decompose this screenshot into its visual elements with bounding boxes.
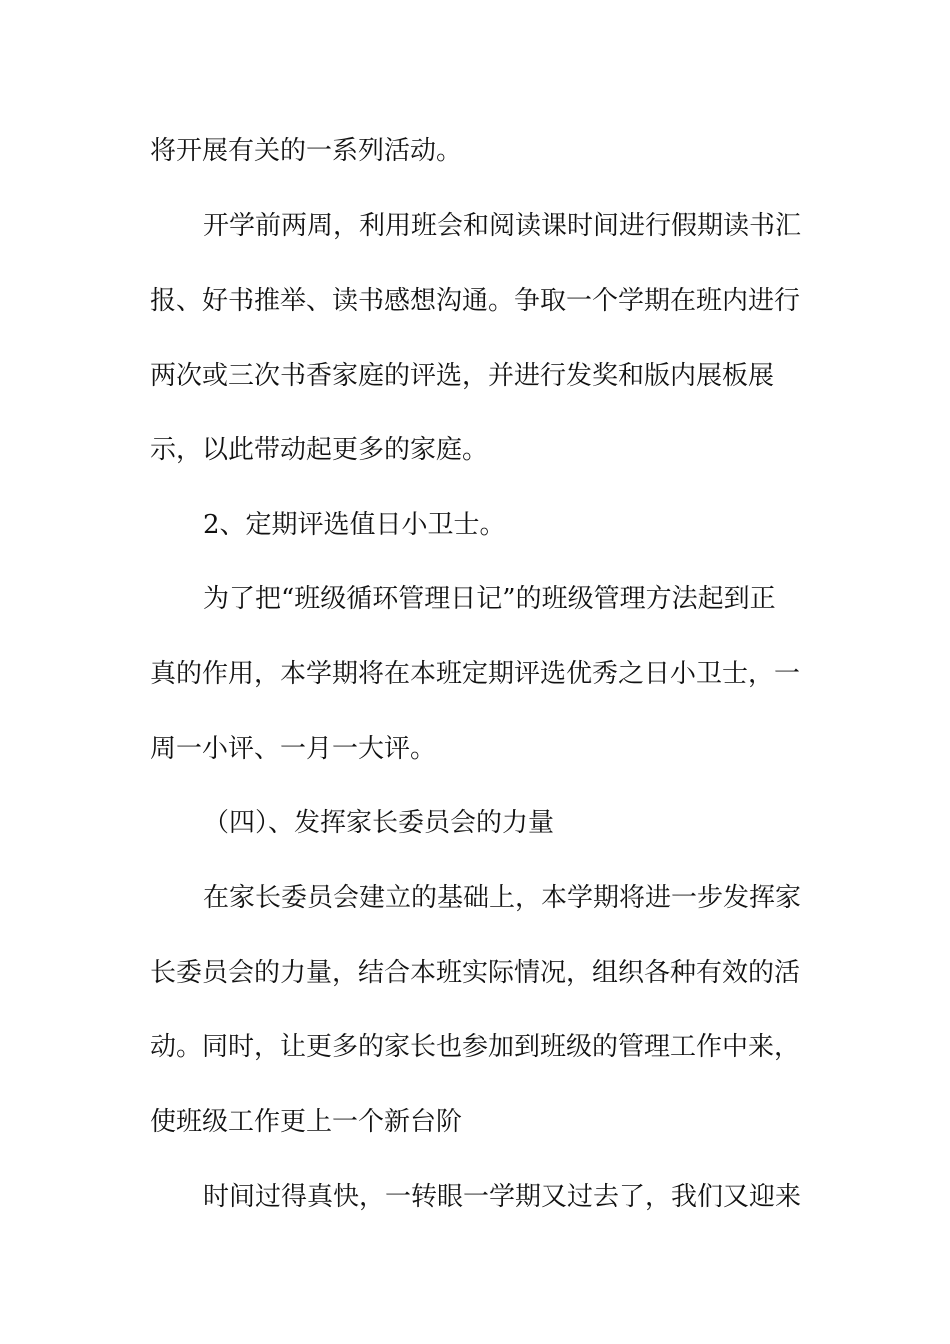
text-line: 报、好书推举、读书感想沟通。争取一个学期在班内进行 bbox=[150, 286, 801, 316]
section-heading: （四）、发挥家长委员会的力量 bbox=[203, 808, 555, 838]
text-line: 示，以此带动起更多的家庭。 bbox=[150, 435, 489, 465]
text-line: 真的作用，本学期将在本班定期评选优秀之日小卫士，一 bbox=[150, 659, 801, 689]
text-line: 使班级工作更上一个新台阶 bbox=[150, 1107, 463, 1137]
text-line: 将开展有关的一系列活动。 bbox=[150, 136, 463, 166]
section-heading: 2、定期评选值日小卫士。 bbox=[203, 510, 506, 540]
text-line: 两次或三次书香家庭的评选，并进行发奖和版内展板展 bbox=[150, 361, 775, 391]
paragraph-first-line: 开学前两周，利用班会和阅读课时间进行假期读书汇 bbox=[203, 211, 802, 241]
text-line: 周一小评、一月一大评。 bbox=[150, 734, 437, 764]
paragraph-first-line: 为了把“班级循环管理日记”的班级管理方法起到正 bbox=[203, 584, 776, 614]
paragraph-first-line: 在家长委员会建立的基础上，本学期将进一步发挥家 bbox=[203, 883, 802, 913]
text-line: 动。同时，让更多的家长也参加到班级的管理工作中来， bbox=[150, 1032, 801, 1062]
text-line: 长委员会的力量，结合本班实际情况，组织各种有效的活 bbox=[150, 958, 801, 988]
paragraph-first-line: 时间过得真快，一转眼一学期又过去了，我们又迎来 bbox=[203, 1182, 802, 1212]
